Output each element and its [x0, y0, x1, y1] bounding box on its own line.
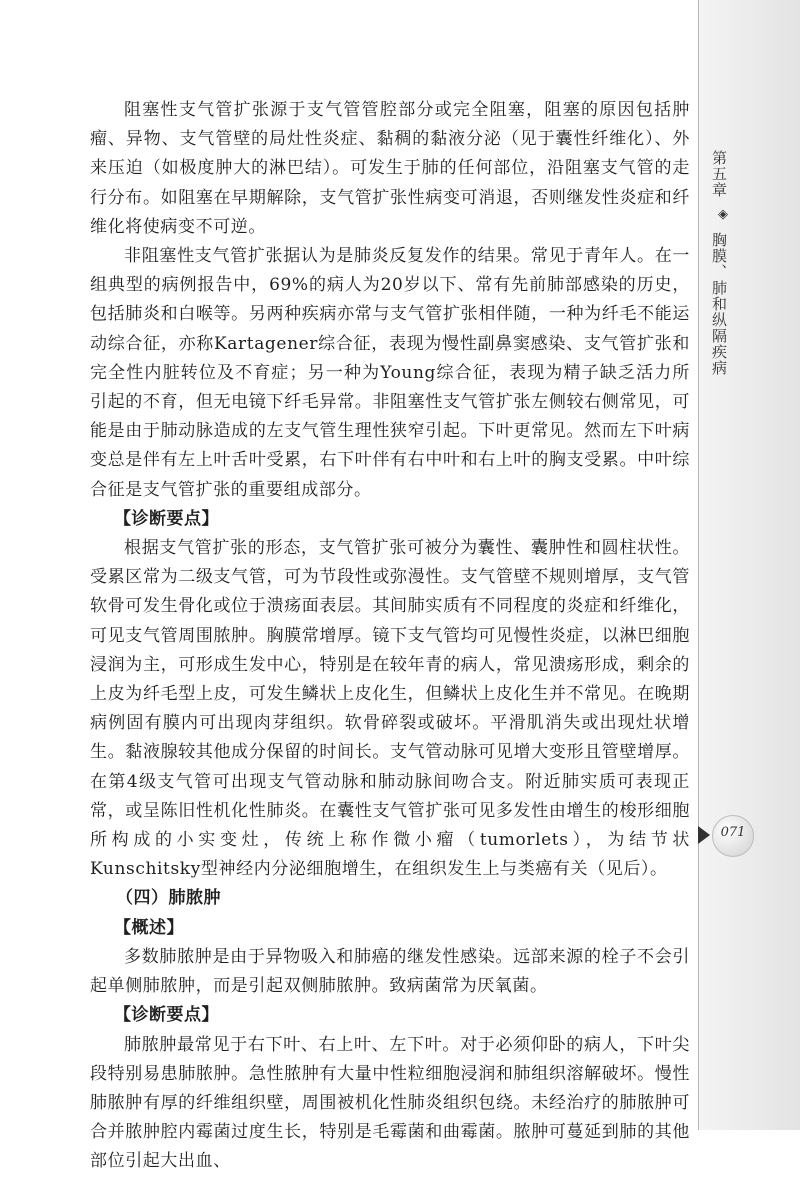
main-text — [90, 96, 690, 1177]
paragraph-diagnosis-1: 根据支气管扩张的形态，支气管扩张可被分为囊性、囊肿性和圆柱状性。受累区常为二级支气管，可为节段性或弥漫性。支气管壁不规则增厚，支气管软骨可发生骨化或位于溃疡面表层。其间肺实质有不同程度的炎症和纤维化，可见支气管周围脓肿。胸膜常增厚。镜下支气管均可见慢性炎症，以淋巴细胞浸润为主，可形成生发中心，特别是在较年青的病人，常见溃疡形成，剩余的上皮为纤毛型上皮，可发生鳞状上皮化生，但鳞状上皮化生并不常见。在晚期病例固有膜内可出现肉芽组织。软骨碎裂或破坏。平滑肌消失或出现灶状增生。黏液腺较其他成分保留的时间长。支气管动脉可见增大变形且管壁增厚。在第4级支气管可出现支气管动脉和肺动脉间吻合支。附近肺实质可表现正常，或呈陈旧性机化性肺炎。在囊性支气管扩张可见多发性由增生的梭形细胞所构成的小实变灶，传统上称作微小瘤（tumorlets），为结节状Kunschitsky型神经内分泌细胞增生，在组织发生上与类癌有关（见后）。 — [90, 538, 690, 880]
chapter-tab — [710, 150, 736, 376]
sidebar-divider — [698, 0, 699, 1130]
chapter-title: 胸膜、肺和纵隔疾病 — [710, 232, 728, 376]
page-number: 071 — [720, 825, 746, 840]
chapter-number: 第五章 — [710, 150, 728, 198]
paragraph-nonobstructive: 非阻塞性支气管扩张据认为是肺炎反复发作的结果。常见于青年人。在一组典型的病例报告中，69%的病人为20岁以下、常有先前肺部感染的历史，包括肺炎和白喉等。另两种疾病亦常与支气管扩张相伴随，一种为纤毛不能运动综合征，亦称Kartagener综合征，表现为慢性副鼻窦感染、支气管扩张和完全性内脏转位及不育症；另一种为Young综合征，表现为精子缺乏活力所引起的不育，但无电镜下纤毛异常。非阻塞性支气管扩张左侧较右侧常见，可能是由于肺动脉造成的左支气管生理性狭窄引起。下叶更常见。然而左下叶病变总是伴有左上叶舌叶受累，右下叶伴有右中叶和右上叶的胸支受累。中叶综合征是支气管扩张的重要组成部分。 — [90, 246, 690, 500]
paragraph-overview: 多数肺脓肿是由于异物吸入和肺癌的继发性感染。远部来源的栓子不会引起单侧肺脓肿，而是引起双侧肺脓肿。致病菌常为厌氧菌。 — [90, 946, 690, 997]
heading-overview: 【概述】 — [114, 917, 184, 938]
paragraph-diagnosis-2: 肺脓肿最常见于右下叶、右上叶、左下叶。对于必须仰卧的病人，下叶尖段特别易患肺脓肿。急性脓肿有大量中性粒细胞浸润和肺组织溶解破坏。慢性肺脓肿有厚的纤维组织壁，周围被机化性肺炎组织包绕。未经治疗的肺脓肿可合并脓肿腔内霉菌过度生长，特别是毛霉菌和曲霉菌。脓肿可蔓延到肺的其他部位引起大出血、 — [90, 1034, 690, 1172]
heading-diagnosis-2: 【诊断要点】 — [114, 1005, 219, 1026]
diamond-icon: ◈ — [718, 207, 728, 222]
heading-diagnosis-1: 【诊断要点】 — [114, 508, 219, 529]
paragraph-obstructive: 阻塞性支气管扩张源于支气管管腔部分或完全阻塞，阻塞的原因包括肿瘤、异物、支气管壁的局灶性炎症、黏稠的黏液分泌（见于囊性纤维化）、外来压迫（如极度肿大的淋巴结）。可发生于肺的任何部位，沿阻塞支气管的走行分布。如阻塞在早期解除，支气管扩张性病变可消退，否则继发性炎症和纤维化将使病变不可逆。 — [90, 100, 690, 237]
page-marker-triangle-icon — [698, 826, 710, 844]
heading-section-4: （四）肺脓肿 — [116, 888, 221, 909]
